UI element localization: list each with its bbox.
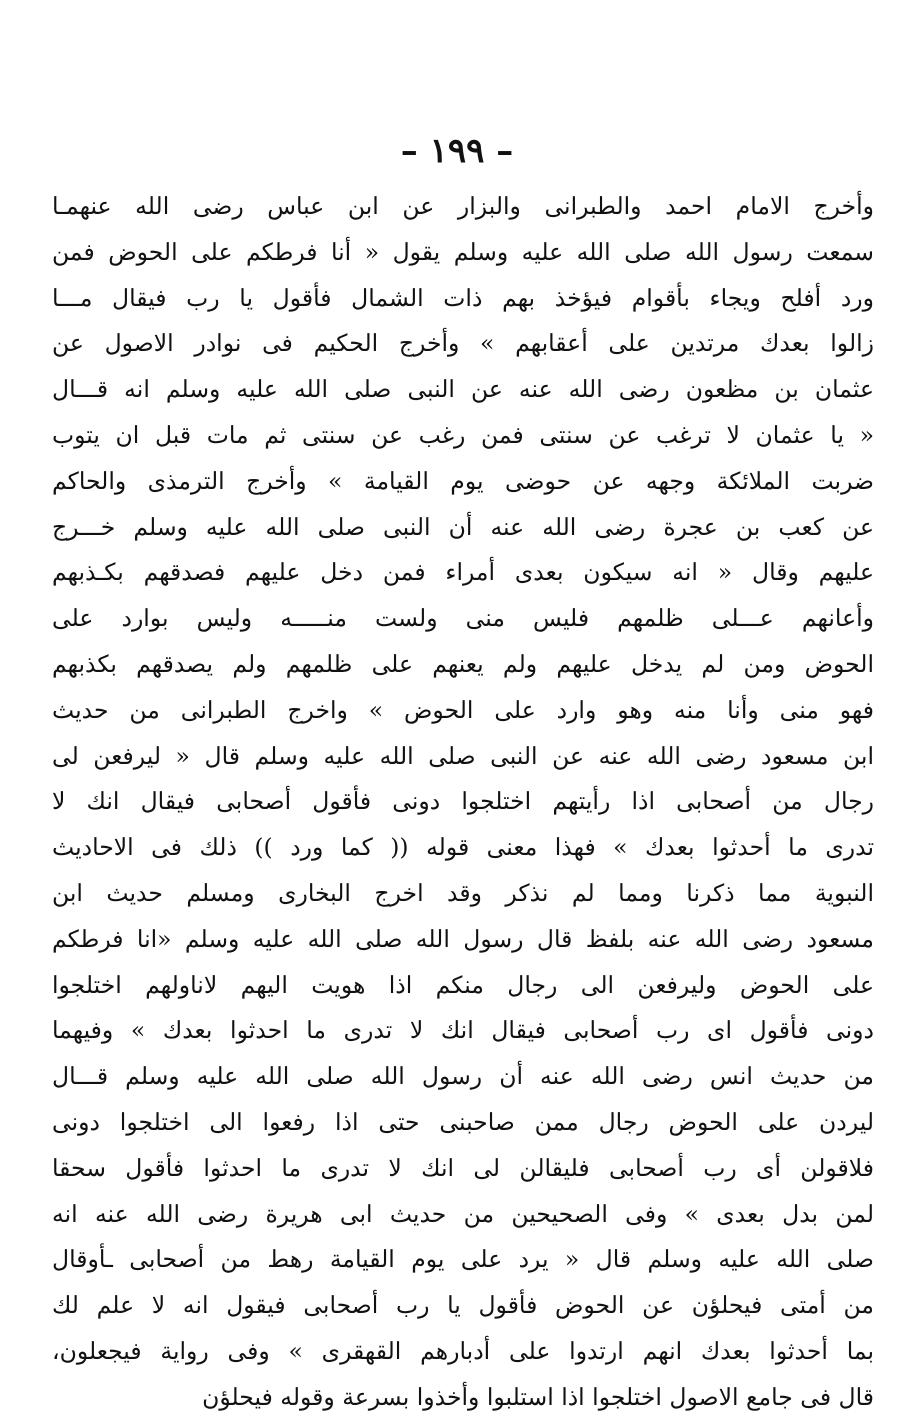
text-line: النبوية مما ذكرنا ومما لم نذكر وقد اخرج البخارى ومسلم حديث ابن — [52, 878, 874, 907]
text-line: سمعت رسول الله صلى الله عليه وسلم يقول « أنا فرطكم على الحوض فمن — [52, 237, 874, 266]
text-line: من حديث انس رضى الله عنه أن رسول الله صلى الله عليه وسلم قـــال — [52, 1062, 874, 1091]
text-line: عن كعب بن عجرة رضى الله عنه أن النبى صلى الله عليه وسلم خـــرج — [52, 512, 874, 541]
text-line: ابن مسعود رضى الله عنه عن النبى صلى الله عليه وسلم قال « ليرفعن لى — [52, 741, 874, 770]
text-line: لمن بدل بعدى » وفى الصحيحين من حديث ابى هريرة رضى الله عنه انه — [52, 1199, 874, 1228]
text-line: من أمتى فيحلؤن عن الحوض فأقول يا رب أصحابى فيقول انه لا علم لك — [52, 1291, 874, 1320]
page-number: – ١٩٩ – — [400, 131, 514, 171]
text-line: رجال من أصحابى اذا رأيتهم اختلجوا دونى فأقول أصحابى فيقال انك لا — [52, 787, 874, 816]
text-line: دونى فأقول اى رب أصحابى فيقال انك لا تدرى ما احدثوا بعدك » وفيهما — [52, 1016, 874, 1045]
text-line: ضربت الملائكة وجهه عن حوضى يوم القيامة » وأخرج الترمذى والحاكم — [52, 466, 874, 495]
text-line: عثمان بن مظعون رضى الله عنه عن النبى صلى الله عليه وسلم انه قـــال — [52, 375, 874, 404]
text-line: ورد أفلح ويجاء بأقوام فيؤخذ بهم ذات الشمال فأقول يا رب فيقال مـــا — [52, 283, 874, 312]
text-line: مسعود رضى الله عنه بلفظ قال رسول الله صلى الله عليه وسلم «انا فرطكم — [52, 924, 874, 953]
text-line: ليردن على الحوض رجال ممن صاحبنى حتى اذا رفعوا الى اختلجوا دونى — [52, 1107, 874, 1136]
text-line: على الحوض وليرفعن الى رجال منكم اذا هويت اليهم لاناولهم اختلجوا — [52, 970, 874, 999]
text-line: وأعانهم عـــلى ظلمهم فليس منى ولست منـــــه وليس بوارد على — [52, 604, 874, 633]
text-line: بما أحدثوا بعدك انهم ارتدوا على أدبارهم القهقرى » وفى رواية فيجعلون، — [52, 1336, 874, 1365]
text-line: فلاقولن أى رب أصحابى فليقالن لى انك لا تدرى ما احدثوا فأقول سحقا — [52, 1153, 874, 1182]
text-line: قال فى جامع الاصول اختلجوا اذا استلبوا وأخذوا بسرعة وقوله فيحلؤن — [202, 1382, 874, 1411]
body-text — [52, 184, 874, 1421]
text-line: صلى الله عليه وسلم قال « يرد على يوم القيامة رهط من أصحابى ـأوقال — [52, 1245, 874, 1274]
text-line: « يا عثمان لا ترغب عن سنتى فمن رغب عن سنتى ثم مات قبل ان يتوب — [52, 420, 874, 449]
text-line: زالوا بعدك مرتدين على أعقابهم » وأخرج الحكيم فى نوادر الاصول عن — [52, 329, 874, 358]
text-line: وأخرج الامام احمد والطبرانى والبزار عن ابن عباس رضى الله عنهمـا — [52, 192, 874, 220]
text-line: الحوض ومن لم يدخل عليهم ولم يعنهم على ظلمهم ولم يصدقهم بكذبهم — [52, 649, 874, 678]
text-line: عليهم وقال « انه سيكون بعدى أمراء فمن دخل عليهم فصدقهم بكـذبهم — [52, 558, 874, 587]
text-line: تدرى ما أحدثوا بعدك » فهذا معنى قوله (( كما ورد )) ذلك فى الاحاديث — [52, 833, 874, 862]
text-line: فهو منى وأنا منه وهو وارد على الحوض » واخرج الطبرانى من حديث — [52, 695, 874, 724]
